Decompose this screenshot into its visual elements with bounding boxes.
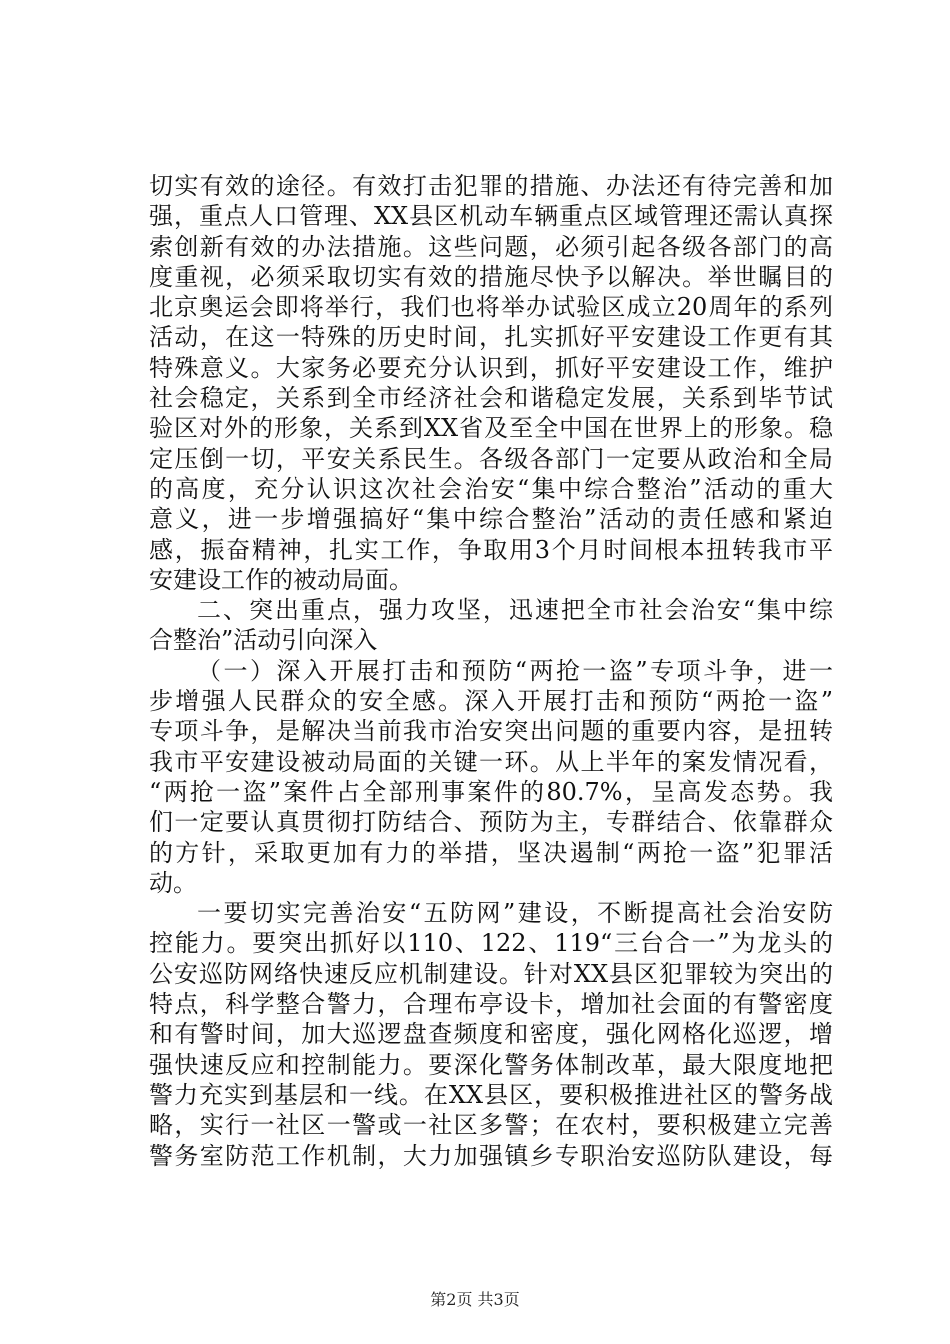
text-line: 索创新有效的办法措施。这些问题，必须引起各级各部门的高: [149, 232, 833, 261]
text-line: 安建设工作的被动局面。: [149, 565, 413, 594]
paragraph-continuation: [149, 171, 833, 595]
heading-line: 二、突出重点，强力攻坚，迅速把全市社会治安“集中综: [197, 596, 833, 625]
text-line: 强快速反应和控制能力。要深化警务体制改革，最大限度地把: [149, 1050, 833, 1079]
text-line: 社会稳定，关系到全市经济社会和谐稳定发展，关系到毕节试: [149, 384, 833, 413]
text-line: 警力充实到基层和一线。在XX县区，要积极推进社区的警务战: [149, 1080, 833, 1109]
text-line: 特殊意义。大家务必要充分认识到，抓好平安建设工作，维护: [149, 353, 833, 382]
text-line: 的方针，采取更加有力的举措，坚决遏制“两抢一盗”犯罪活: [149, 838, 833, 867]
text-line: 特点，科学整合警力，合理布亭设卡，增加社会面的有警密度: [149, 990, 833, 1019]
text-line: 定压倒一切，平安关系民生。各级各部门一定要从政治和全局: [149, 444, 833, 473]
text-line: 活动，在这一特殊的历史时间，扎实抓好平安建设工作更有其: [149, 323, 833, 352]
text-line: （一）深入开展打击和预防“两抢一盗”专项斗争，进一: [197, 656, 833, 685]
paragraph-subsection-1: [149, 656, 833, 898]
heading-line: 合整治”活动引向深入: [149, 626, 378, 655]
text-line: 警务室防范工作机制，大力加强镇乡专职治安巡防队建设，每: [149, 1141, 833, 1170]
document-body: [149, 171, 833, 1171]
text-line: 感，振奋精神，扎实工作，争取用3个月时间根本扭转我市平: [149, 535, 833, 564]
text-line: 略，实行一社区一警或一社区多警；在农村，要积极建立完善: [149, 1111, 833, 1140]
text-line: 一要切实完善治安“五防网”建设，不断提高社会治安防: [197, 899, 833, 928]
text-line: 和有警时间，加大巡逻盘查频度和密度，强化网格化巡逻，增: [149, 1020, 833, 1049]
text-line: 验区对外的形象，关系到XX省及至全中国在世界上的形象。稳: [149, 414, 833, 443]
text-line: “两抢一盗”案件占全部刑事案件的80.7%，呈高发态势。我: [149, 777, 833, 806]
paragraph-measure-1: [149, 898, 833, 1171]
text-line: 北京奥运会即将举行，我们也将举办试验区成立20周年的系列: [149, 293, 833, 322]
text-line: 公安巡防网络快速反应机制建设。针对XX县区犯罪较为突出的: [149, 959, 833, 988]
text-line: 强，重点人口管理、XX县区机动车辆重点区域管理还需认真探: [149, 202, 833, 231]
text-line: 动。: [149, 868, 197, 897]
section-heading: [149, 595, 833, 656]
text-line: 专项斗争，是解决当前我市治安突出问题的重要内容，是扭转: [149, 717, 833, 746]
text-line: 的高度，充分认识这次社会治安“集中综合整治”活动的重大: [149, 474, 833, 503]
text-line: 度重视，必须采取切实有效的措施尽快予以解决。举世瞩目的: [149, 262, 833, 291]
text-line: 意义，进一步增强搞好“集中综合整治”活动的责任感和紧迫: [149, 505, 833, 534]
text-line: 我市平安建设被动局面的关键一环。从上半年的案发情况看，: [149, 747, 833, 776]
text-line: 控能力。要突出抓好以110、122、119“三台合一”为龙头的: [149, 929, 833, 958]
text-line: 切实有效的途径。有效打击犯罪的措施、办法还有待完善和加: [149, 172, 833, 200]
page-number-footer: 第2页 共3页: [430, 1290, 520, 1309]
text-line: 们一定要认真贯彻打防结合、预防为主，专群结合、依靠群众: [149, 808, 833, 837]
text-line: 步增强人民群众的安全感。深入开展打击和预防“两抢一盗”: [149, 687, 833, 716]
